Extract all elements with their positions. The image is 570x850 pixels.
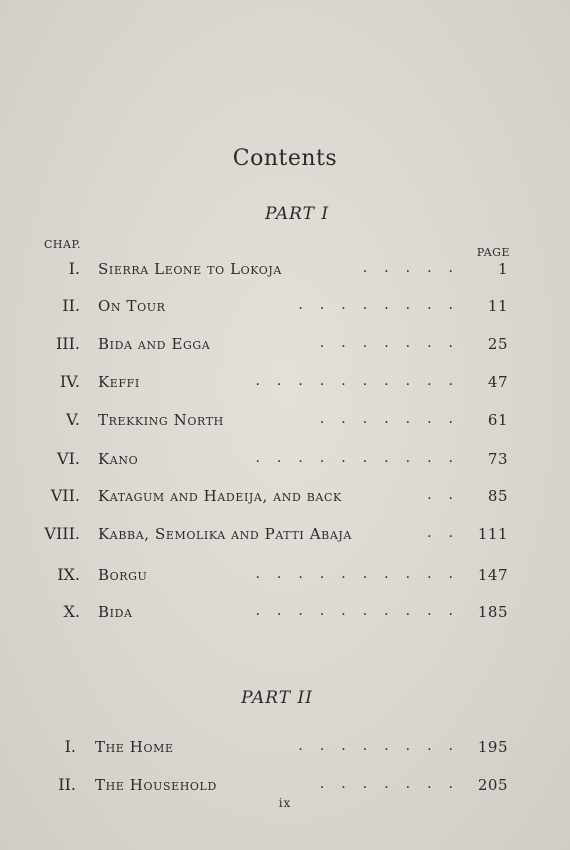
chapter-title: Keffi	[98, 373, 140, 391]
chap-column-header: CHAP.	[44, 238, 82, 251]
page-number: 195	[477, 738, 508, 756]
chapter-title: Sierra Leone to Lokoja	[98, 260, 282, 278]
chapter-number: VI.	[57, 449, 80, 468]
toc-entry	[0, 486, 570, 508]
chapter-title: Katagum and Hadeija, and back	[98, 487, 342, 505]
page-title: Contents	[232, 146, 338, 171]
toc-entry	[0, 775, 570, 797]
leader-dots: .​.​.​.​.​.​.​.​.​.	[255, 603, 470, 619]
leader-dots: .​.	[427, 487, 470, 503]
page-number: 147	[477, 566, 508, 584]
page-number: 185	[477, 603, 508, 621]
page-number: 205	[477, 776, 508, 794]
chapter-number: X.	[63, 602, 80, 621]
part-two-heading: PART II	[241, 688, 313, 708]
leader-dots: .​.​.​.​.	[362, 260, 470, 276]
page-number: 1	[497, 260, 508, 278]
page-number: 25	[487, 335, 508, 353]
chapter-number: II.	[58, 775, 76, 794]
page-number: 47	[487, 373, 508, 391]
page-number: 61	[487, 411, 508, 429]
chapter-number: IV.	[59, 372, 80, 391]
leader-dots: .​.​.​.​.​.​.​.​.​.	[255, 450, 470, 466]
chapter-title: Bida	[98, 603, 133, 621]
folio-page-number: ix	[278, 796, 292, 810]
chapter-number: VII.	[50, 486, 80, 505]
toc-entry	[0, 372, 570, 394]
chapter-title: The Home	[95, 738, 174, 756]
chapter-number: III.	[55, 334, 80, 353]
toc-entry	[0, 410, 570, 432]
toc-entry	[0, 565, 570, 587]
toc-entry	[0, 259, 570, 281]
leader-dots: .​.​.​.​.​.​.	[319, 776, 470, 792]
toc-entry	[0, 524, 570, 546]
toc-entry	[0, 449, 570, 471]
toc-entry	[0, 296, 570, 318]
chapter-title: On Tour	[98, 297, 166, 315]
chapter-title: Kano	[98, 450, 139, 468]
toc-entry	[0, 737, 570, 759]
chapter-title: The Household	[95, 776, 217, 794]
chapter-number: VIII.	[44, 524, 80, 543]
leader-dots: .​.​.​.​.​.​.​.	[298, 738, 470, 754]
chapter-title: Bida and Egga	[98, 335, 211, 353]
chapter-title: Borgu	[98, 566, 148, 584]
page-number: 111	[477, 525, 508, 543]
leader-dots: .​.​.​.​.​.​.	[319, 335, 470, 351]
chapter-number: II.	[62, 296, 80, 315]
chapter-number: IX.	[57, 565, 80, 584]
page-column-header: PAGE	[476, 246, 510, 259]
leader-dots: .​.​.​.​.​.​.​.	[298, 297, 470, 313]
page-number: 73	[487, 450, 508, 468]
page-number: 11	[487, 297, 508, 315]
chapter-number: V.	[66, 410, 80, 429]
chapter-number: I.	[68, 259, 80, 278]
leader-dots: .​.​.​.​.​.​.​.​.​.	[255, 373, 470, 389]
chapter-number: I.	[64, 737, 76, 756]
leader-dots: .​.​.​.​.​.​.	[319, 411, 470, 427]
leader-dots: .​.​.​.​.​.​.​.​.​.	[255, 566, 470, 582]
toc-entry	[0, 334, 570, 356]
page-number: 85	[487, 487, 508, 505]
chapter-title: Trekking North	[98, 411, 224, 429]
part-one-heading: PART I	[264, 204, 330, 224]
chapter-title: Kabba, Semolika and Patti Abaja	[98, 525, 352, 543]
toc-entry	[0, 602, 570, 624]
leader-dots: .​.	[427, 525, 470, 541]
